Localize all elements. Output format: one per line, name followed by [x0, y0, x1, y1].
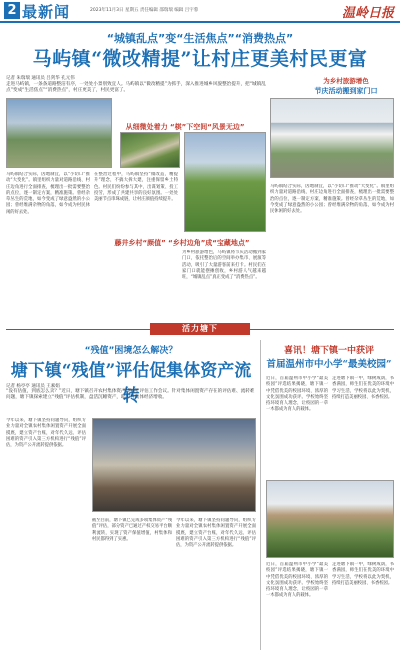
story2-kicker: “残值”困境怎么解决？ — [84, 346, 178, 356]
story1-col-b: 在整治过程中，马屿镇坚持“微改造、精提升”理念，不搞大拆大建，注重保留乡土特色。村民们纷纷参与其中，出谋划策、投工投劳，形成了共建共享的良好氛围。一处处美丽节点串珠成链，让村庄颜值持续提升。 — [94, 172, 178, 203]
masthead — [0, 0, 400, 22]
issue-meta: 2023年11月3日 星期五 责任编辑 邵瑞瑞 编辑 吕宇蓉 — [90, 8, 199, 13]
story1-subhead-left: 从细微处着力 “棋”下空间“风景无边” — [125, 123, 245, 131]
story2-col-b: 截至目前，塘下镇已完成多项集体资产“残值”评估，部分资产已通过产权交易平台顺利流转，实现了资产保值增值，村集体和村民都得到了实惠。 — [92, 518, 172, 542]
story2-byline: 记者 杨亭亭 通讯员 王素娟 — [6, 384, 60, 389]
column-divider — [260, 340, 261, 650]
story1-byline: 记者 朱瑞瑞 通讯员 吕剑华 孔元伟 — [6, 76, 75, 81]
story1-tag-blue: 节庆活动搬到家门口 — [314, 87, 378, 95]
story3-col-b: 走进塘下镇一中，绿树成荫，书香满园，师生们在优美的环境中学习生活，学校将以此为契机，持续打造美丽校园、书香校园。 — [332, 376, 394, 400]
story3-photo-school — [266, 480, 394, 558]
story3-col-c: 近日，首届温州市中小学“最美校园”评选结果揭晓，塘下镇一中凭借优美的校园环境、浓厚的文化氛围成功获评。学校始终坚持环境育人理念，让校园的一草一木都成为育人的载体。 — [266, 562, 328, 599]
story2-photo-meeting — [92, 418, 256, 512]
story1-lead: 走进马屿镇，一条条道路整洁有序，一处处小景别致宜人。马屿镇以“微改精提”为抓手，深入推进城乡风貌整治提升，把“城镇乱点”变成“生活焦点”“消费热点”，村庄更美了，村民更富了。 — [6, 82, 266, 94]
story3-kicker: 喜讯！塘下镇一中获评 — [283, 346, 374, 356]
section-name: 最新闻 — [22, 3, 71, 21]
newspaper-logo: 温岭日报 — [341, 6, 394, 21]
section-banner: 活力塘下 — [150, 323, 250, 335]
story2-col-c: 今年以来，塘下镇坚持问题导向，组织专业力量对全镇农村集体闲置资产开展全面摸底，建立资产台账，对年代久远、评估困难的资产引入第三方机构进行“残值”评估，为资产公开流转提供依据。 — [176, 518, 256, 549]
story1-tag-red: 为乡村旅游增色 — [323, 77, 369, 85]
story1-col-c: 为乡村旅游增色，马屿镇将节庆活动搬到家门口，依托整治后的空间举办集市、展演等活动，吸引了大量游客前来打卡。村民们在家门口就能摆摊创收，乡村游人气越来越旺，“城镇乱点”真正变成了“消费热点”。 — [182, 250, 266, 281]
page-number: 2 — [4, 2, 20, 19]
story2-col-a: 今年以来，塘下镇坚持问题导向，组织专业力量对全镇农村集体闲置资产开展全面摸底，建立资产台账，对年代久远、评估困难的资产引入第三方机构进行“残值”评估，为资产公开流转提供依据。 — [6, 418, 86, 449]
story3-headline: 首届温州市中小学“最美校园” — [266, 359, 392, 370]
story1-photo-village — [6, 98, 112, 168]
story1-subhead-mid: 藤井乡村“颜值” “乡村边角”成“宝藏地点” — [114, 239, 250, 247]
story1-headline: 马屿镇“微改精提”让村庄更美村民更富 — [32, 48, 368, 70]
masthead-rule — [0, 21, 400, 23]
story2-lead: “没有估值，到底怎么卖？”近日，塘下镇召开农村集体资产“残值”评估工作会议。针对集体闲置资产存在的评估难、流转难问题，塘下镇探索建立“残值”评估机制，盘活沉睡资产，助力村集体经济增收。 — [6, 389, 255, 401]
story1-photo-market — [270, 98, 394, 178]
story3-col-d: 走进塘下镇一中，绿树成荫，书香满园，师生们在优美的环境中学习生活，学校将以此为契机，持续打造美丽校园、书香校园。 — [332, 562, 394, 586]
story1-col-d: 马屿镇结合实际，因地制宜，以“小切口”推动“大变化”。镇里组织力量对道路沿线、村庄边角进行全面排查，梳理出一批需要整治的点位，逐一制定方案，精准施策。曾经杂草丛生的荒地，如今变成了绿意盎然的小公园；曾经堆满杂物的角落，如今成为村民休闲的好去处。 — [270, 184, 394, 215]
story1-photo-path — [120, 132, 180, 168]
story1-kicker: “城镇乱点”变“生活焦点”“消费热点” — [106, 32, 294, 45]
story1-photo-field — [184, 132, 266, 232]
story2-headline: 塘下镇“残值”评估促集体资产流转 — [10, 361, 252, 406]
story1-col-a: 马屿镇结合实际，因地制宜，以“小切口”推动“大变化”。镇里组织力量对道路沿线、村庄边角进行全面排查，梳理出一批需要整治的点位，逐一制定方案，精准施策。曾经杂草丛生的荒地，如今变成了绿意盎然的小公园；曾经堆满杂物的角落，如今成为村民休闲的好去处。 — [6, 172, 90, 215]
story3-col-a: 近日，首届温州市中小学“最美校园”评选结果揭晓，塘下镇一中凭借优美的校园环境、浓厚的文化氛围成功获评。学校始终坚持环境育人理念，让校园的一草一木都成为育人的载体。 — [266, 376, 328, 413]
